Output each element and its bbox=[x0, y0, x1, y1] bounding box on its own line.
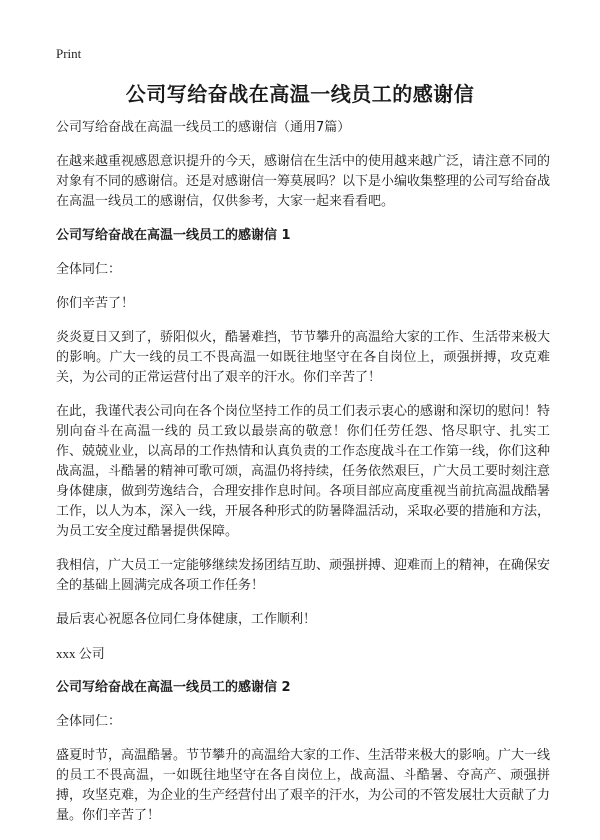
letter-heading: 公司写给奋战在高温一线员工的感谢信 1 bbox=[56, 228, 291, 243]
document-body bbox=[56, 118, 550, 840]
print-link[interactable]: Print bbox=[56, 46, 82, 61]
letter-paragraph: 在此，我谨代表公司向在各个岗位坚持工作的员工们表示衷心的感谢和深切的慰问！特别向奋斗在高温一线的 员工致以最崇高的敬意！你们任劳任怨、恪尽职守、扎实工作、兢兢业业，以高昂的工作热情和认真负责的工作态度战斗在工作第一线，你们这种战高温，斗酷暑的精神可歌可颂，高温仍将持续，任务依然艰巨，广大员工要时刻注意身体健康，做到劳逸结合，合理安排作息时间。各项目部应高度重视当前抗高温战酷暑工作，以人为本，深入一线，开展各种形式的防暑降温活动，采取必要的措施和方法，为员工安全度过酷暑提供保障。 bbox=[56, 404, 551, 539]
letter-paragraph: 炎炎夏日又到了，骄阳似火，酷暑难挡，节节攀升的高温给大家的工作、生活带来极大的影响。广大一线的员工不畏高温一如既往地坚守在各自岗位上，顽强拼搏，攻克难关，为公司的正常运营付出了艰辛的汗水。你们辛苦了！ bbox=[56, 330, 551, 385]
intro-paragraph: 在越来越重视感恩意识提升的今天，感谢信在生活中的使用越来越广泛，请注意不同的对象有不同的感谢信。还是对感谢信一筹莫展吗？以下是小编收集整理的公司写给奋战在高温一线员工的感谢信，仅供参考，大家一起来看看吧。 bbox=[56, 154, 551, 209]
document-subtitle: 公司写给奋战在高温一线员工的感谢信（通用7篇） bbox=[56, 120, 351, 135]
letter-closing: 最后衷心祝愿各位同仁身体健康，工作顺利！ bbox=[56, 612, 317, 627]
letter-salutation: 全体同仁： bbox=[56, 714, 122, 729]
letter-paragraph: 盛夏时节，高温酷暑。节节攀升的高温给大家的工作、生活带来极大的影响。广大一线的员工不畏高温，一如既往地坚守在各自岗位上，战高温、斗酷暑、夺高产、顽强拼搏，攻坚克难，为企业的生产经营付出了艰辛的汗水，为公司的不管发展壮大贡献了力量。你们辛苦了！ bbox=[56, 748, 551, 823]
letter-heading: 公司写给奋战在高温一线员工的感谢信 2 bbox=[56, 680, 291, 695]
page-title: 公司写给奋战在高温一线员工的感谢信 bbox=[125, 82, 475, 106]
letter-salutation: 全体同仁： bbox=[56, 262, 122, 277]
letter-paragraph: 我相信，广大员工一定能够继续发扬团结互助、顽强拼搏、迎难而上的精神，在确保安全的基础上圆满完成各项工作任务！ bbox=[56, 558, 551, 593]
letter-opening: 你们辛苦了！ bbox=[56, 296, 135, 311]
letter-signature: xxx 公司 bbox=[56, 646, 105, 661]
